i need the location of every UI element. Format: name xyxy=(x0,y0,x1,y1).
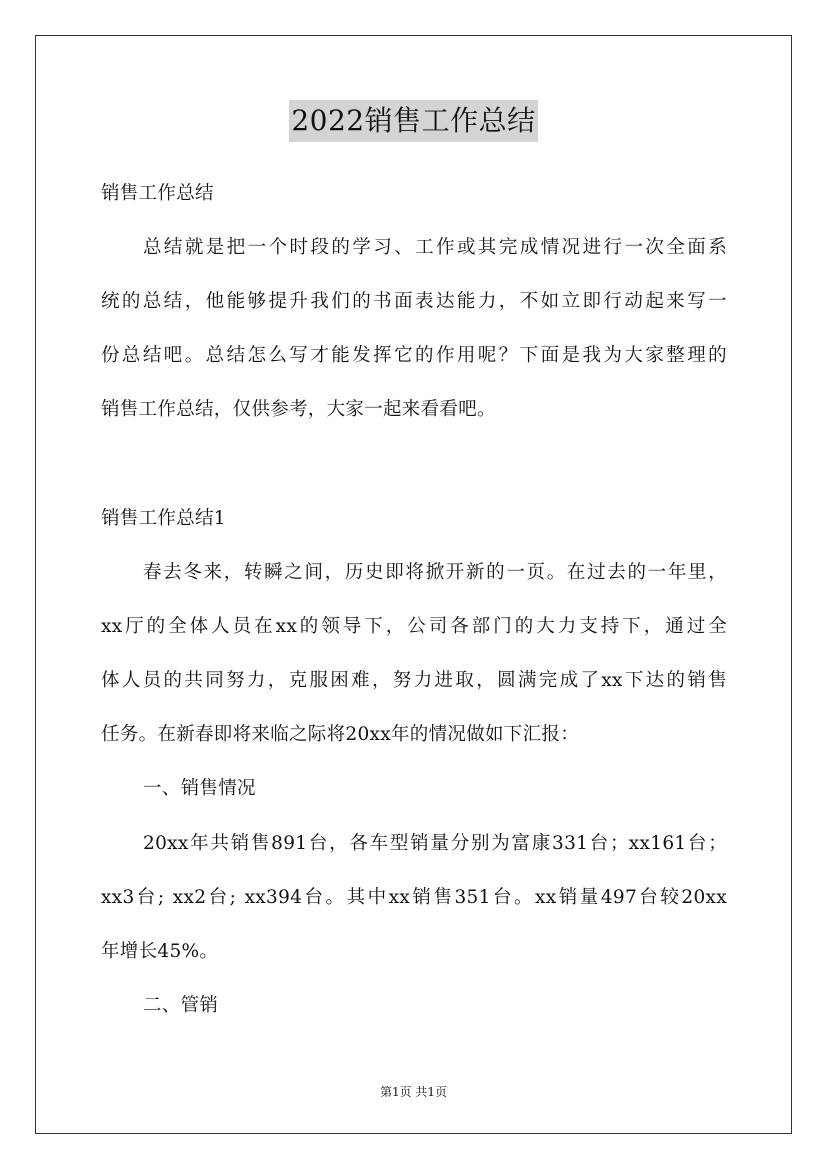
document-subtitle: 销售工作总结 xyxy=(101,183,214,204)
section-heading: 销售工作总结1 xyxy=(101,508,226,529)
intro-line: 份总结吧。总结怎么写才能发挥它的作用呢？下面是我为大家整理的 xyxy=(101,345,727,366)
subsection-paragraph-line: 年增长45%。 xyxy=(101,941,219,962)
intro-line: 统的总结，他能够提升我们的书面表达能力，不如立即行动起来写一 xyxy=(101,291,727,312)
subsection-paragraph-line: xx3台; xx2台; xx394台。其中xx销售351台。xx销量497台较20xx xyxy=(101,887,727,908)
title-container xyxy=(0,100,827,142)
section-paragraph-line: 体人员的共同努力，克服困难，努力进取，圆满完成了xx下达的销售 xyxy=(101,670,727,691)
section-paragraph-line: 任务。在新春即将来临之际将20xx年的情况做如下汇报： xyxy=(101,724,580,745)
section-paragraph-line: xx厅的全体人员在xx的领导下，公司各部门的大力支持下，通过全 xyxy=(101,616,727,637)
document-title: 2022销售工作总结 xyxy=(289,100,537,142)
section-paragraph-line: 春去冬来，转瞬之间，历史即将掀开新的一页。在过去的一年里， xyxy=(143,562,727,583)
subsection-heading: 二、管销 xyxy=(143,995,219,1016)
subsection-heading: 一、销售情况 xyxy=(143,778,256,799)
intro-line: 销售工作总结，仅供参考，大家一起来看看吧。 xyxy=(101,399,496,420)
intro-line: 总结就是把一个时段的学习、工作或其完成情况进行一次全面系 xyxy=(143,237,727,258)
page-footer: 第1页 共1页 xyxy=(379,1085,448,1099)
subsection-paragraph-line: 20xx年共销售891台，各车型销量分别为富康331台；xx161台； xyxy=(143,833,727,854)
